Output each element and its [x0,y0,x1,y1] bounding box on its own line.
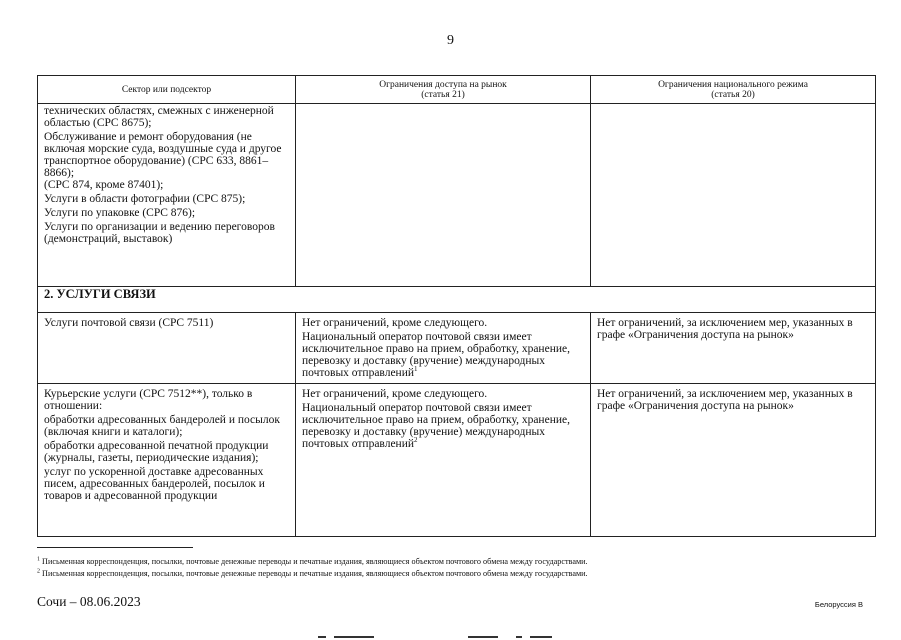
footer-code: Белоруссия В [814,600,863,609]
market-access-body: Национальный оператор почтовой связи имеет исключительное право на прием, обработку, хранение, перевозку и доставку (вручение) международных почтовых отправлений$^1$ [302,331,570,379]
sector-cell [38,384,296,537]
sector-item: обработки адресованных бандеролей и посылок (включая книги и каталоги); [44,414,280,438]
national-treatment-text: Нет ограничений, за исключением мер, указанных в графе «Ограничения доступа на рынок» [597,388,853,412]
sector-item: Услуги по упаковке (CPC 876); [44,207,196,219]
national-treatment-cell [591,104,876,287]
footnote-ref[interactable]: 1 [414,365,418,374]
section-row [38,287,876,313]
national-treatment-cell [591,384,876,537]
market-access-lead: Нет ограничений, кроме следующего. [302,388,488,400]
sector-item: Курьерские услуги (CPC 7512**), только в отношении: [44,388,253,412]
table-row [38,313,876,384]
market-access-cell [296,384,591,537]
footnotes [37,556,588,580]
sector-cell [38,104,296,287]
footnote-ref[interactable]: 2 [414,436,418,445]
footnote: $^2$ Письменная корреспонденция, посылки, почтовые денежные переводы и печатные издания, являющиеся объектом почтового обмена между государствами. [37,568,588,578]
sector-item: Услуги по организации и ведению переговоров (демонстраций, выставок) [44,221,275,245]
scan-edge-marks [0,633,901,640]
section-title: 2. УСЛУГИ СВЯЗИ [38,287,876,313]
market-access-cell [296,104,591,287]
header-sector: Сектор или подсектор [38,76,296,104]
footnote-mark: 1 [37,556,40,563]
footnote-separator [37,547,193,548]
sector-item: технических областях, смежных с инженерной областью (CPC 8675); [44,105,274,129]
postal-sector: Услуги почтовой связи (CPC 7511) [44,317,214,329]
footnote-mark: 2 [37,568,40,575]
sector-cell [38,313,296,384]
national-treatment-text: Нет ограничений, за исключением мер, указанных в графе «Ограничения доступа на рынок» [597,317,853,341]
footer-place-date: Сочи – 08.06.2023 [37,594,141,609]
market-access-lead: Нет ограничений, кроме следующего. [302,317,488,329]
sector-item: услуг по ускоренной доставке адресованных писем, адресованных бандеролей, посылок и товаров и адресованной продукции [44,466,265,502]
national-treatment-cell [591,313,876,384]
commitments-table [37,75,876,537]
footnote: $^1$ Письменная корреспонденция, посылки, почтовые денежные переводы и печатные издания, являющиеся объектом почтового обмена между государствами. [37,556,588,566]
page-number: 9 [447,33,454,48]
sector-item: обработки адресованной печатной продукции (журналы, газеты, периодические издания); [44,440,269,464]
sector-item: Обслуживание и ремонт оборудования (не включая морские суда, воздушные суда и другое транспортное оборудование) (CPC 633, 8861–8866); (CPC 874, кроме 87401); [44,131,282,191]
header-market-access: Ограничения доступа на рынок (статья 21) [296,76,591,104]
header-national-treatment: Ограничения национального режима (статья 20) [591,76,876,104]
table-row [38,104,876,287]
table-header-row [38,76,876,104]
market-access-body: Национальный оператор почтовой связи имеет исключительное право на прием, обработку, хранение, перевозку и доставку (вручение) международных почтовых отправлений$^2$ [302,402,570,450]
table-row [38,384,876,537]
market-access-cell [296,313,591,384]
sector-item: Услуги в области фотографии (CPC 875); [44,193,246,205]
